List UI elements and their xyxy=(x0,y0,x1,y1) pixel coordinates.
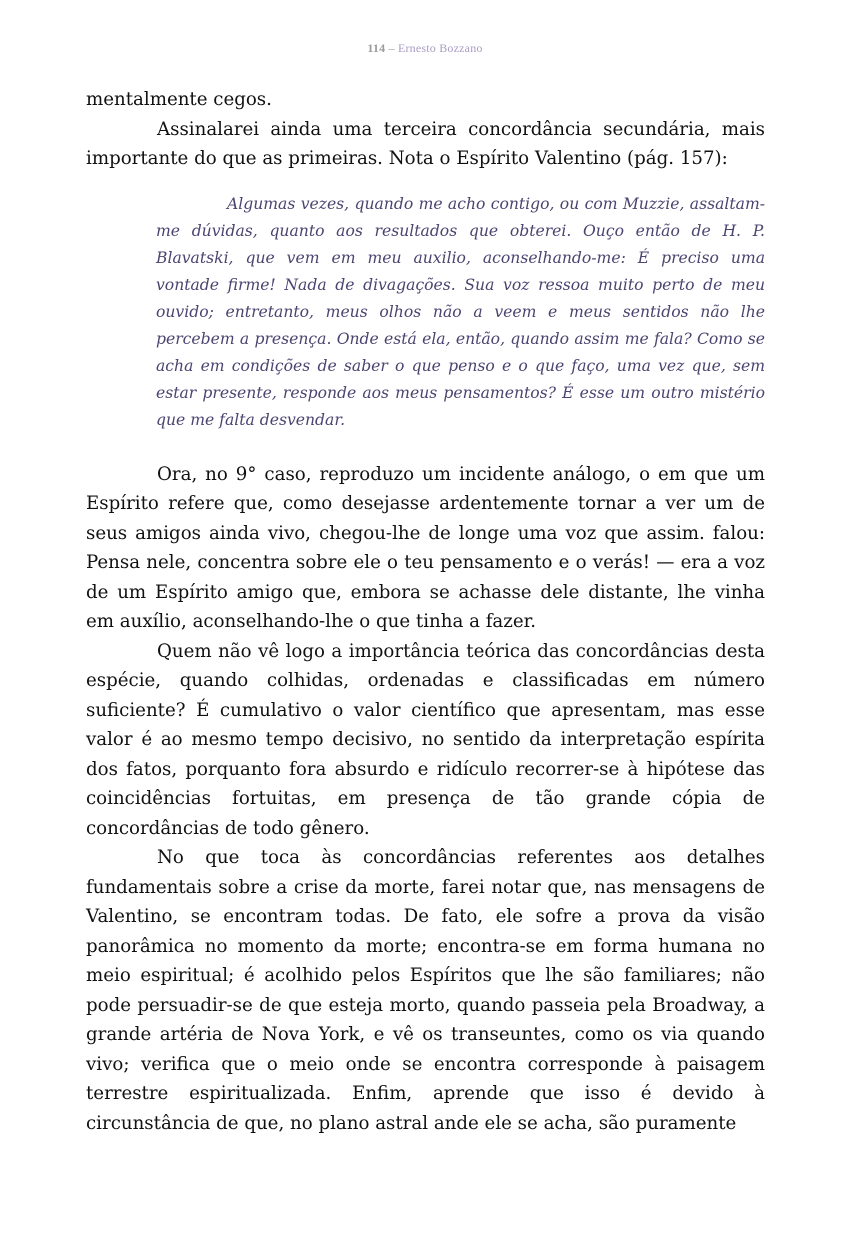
header-author: Ernesto Bozzano xyxy=(397,41,483,55)
paragraph-continuation: mentalmente cegos. xyxy=(86,89,272,110)
paragraph: Ora, no 9° caso, reproduzo um incidente análogo, o em que um Espírito refere que, como desejasse ardentemente tornar a ver um de seus amigos ainda vivo, chegou-lhe de longe uma voz que assim. falou: Pensa nele, concentra sobre ele o teu pensamento e o verás! — era a voz de um Espírito amigo que, embora se achasse dele distante, lhe vinha em auxílio, aconselhando-lhe o que tinha a fazer. xyxy=(86,463,765,632)
paragraph: Quem não vê logo a importância teórica das concordâncias desta espécie, quando colhidas, ordenadas e classificadas em número suficiente? É cumulativo o valor científico que apresentam, mas esse valor é ao mesmo tempo decisivo, no sentido da interpretação espírita dos fatos, porquanto fora absurdo e ridículo recorrer-se à hipótese das coincidências fortuitas, em presença de tão grande cópia de concordâncias de todo gênero. xyxy=(86,640,765,839)
block-quote xyxy=(156,191,765,434)
running-header xyxy=(0,41,850,56)
header-separator: – xyxy=(388,41,395,55)
paragraph: Assinalarei ainda uma terceira concordância secundária, mais importante do que as primeiras. Nota o Espírito Valentino (pág. 157): xyxy=(86,118,765,169)
page-number: 114 xyxy=(367,41,386,55)
page-body xyxy=(86,85,765,1138)
quote-text: Algumas vezes, quando me acho contigo, ou com Muzzie, assaltam-me dúvidas, quanto aos resultados que obterei. Ouço então de H. P. Blavatski, que vem em meu auxilio, aconselhando-me: É preciso uma vontade firme! Nada de divagações. Sua voz ressoa muito perto de meu ouvido; entretanto, meus olhos não a veem e meus sentidos não lhe percebem a presença. Onde está ela, então, quando assim me fala? Como se acha em condições de saber o que penso e o que faço, uma vez que, sem estar presente, responde aos meus pensamentos? É esse um outro mistério que me falta desvendar. xyxy=(156,194,765,429)
paragraph: No que toca às concordâncias referentes aos detalhes fundamentais sobre a crise da morte, farei notar que, nas mensagens de Valentino, se encontram todas. De fato, ele sofre a prova da visão panorâmica no momento da morte; encontra-se em forma humana no meio espiritual; é acolhido pelos Espíritos que lhe são familiares; não pode persuadir-se de que esteja morto, quando passeia pela Broadway, a grande artéria de Nova York, e vê os transeuntes, como os via quando vivo; verifica que o meio onde se encontra corresponde à paisagem terrestre espiritualizada. Enfim, aprende que isso é devido à circunstância de que, no plano astral ande ele se acha, são puramente xyxy=(86,847,765,1134)
